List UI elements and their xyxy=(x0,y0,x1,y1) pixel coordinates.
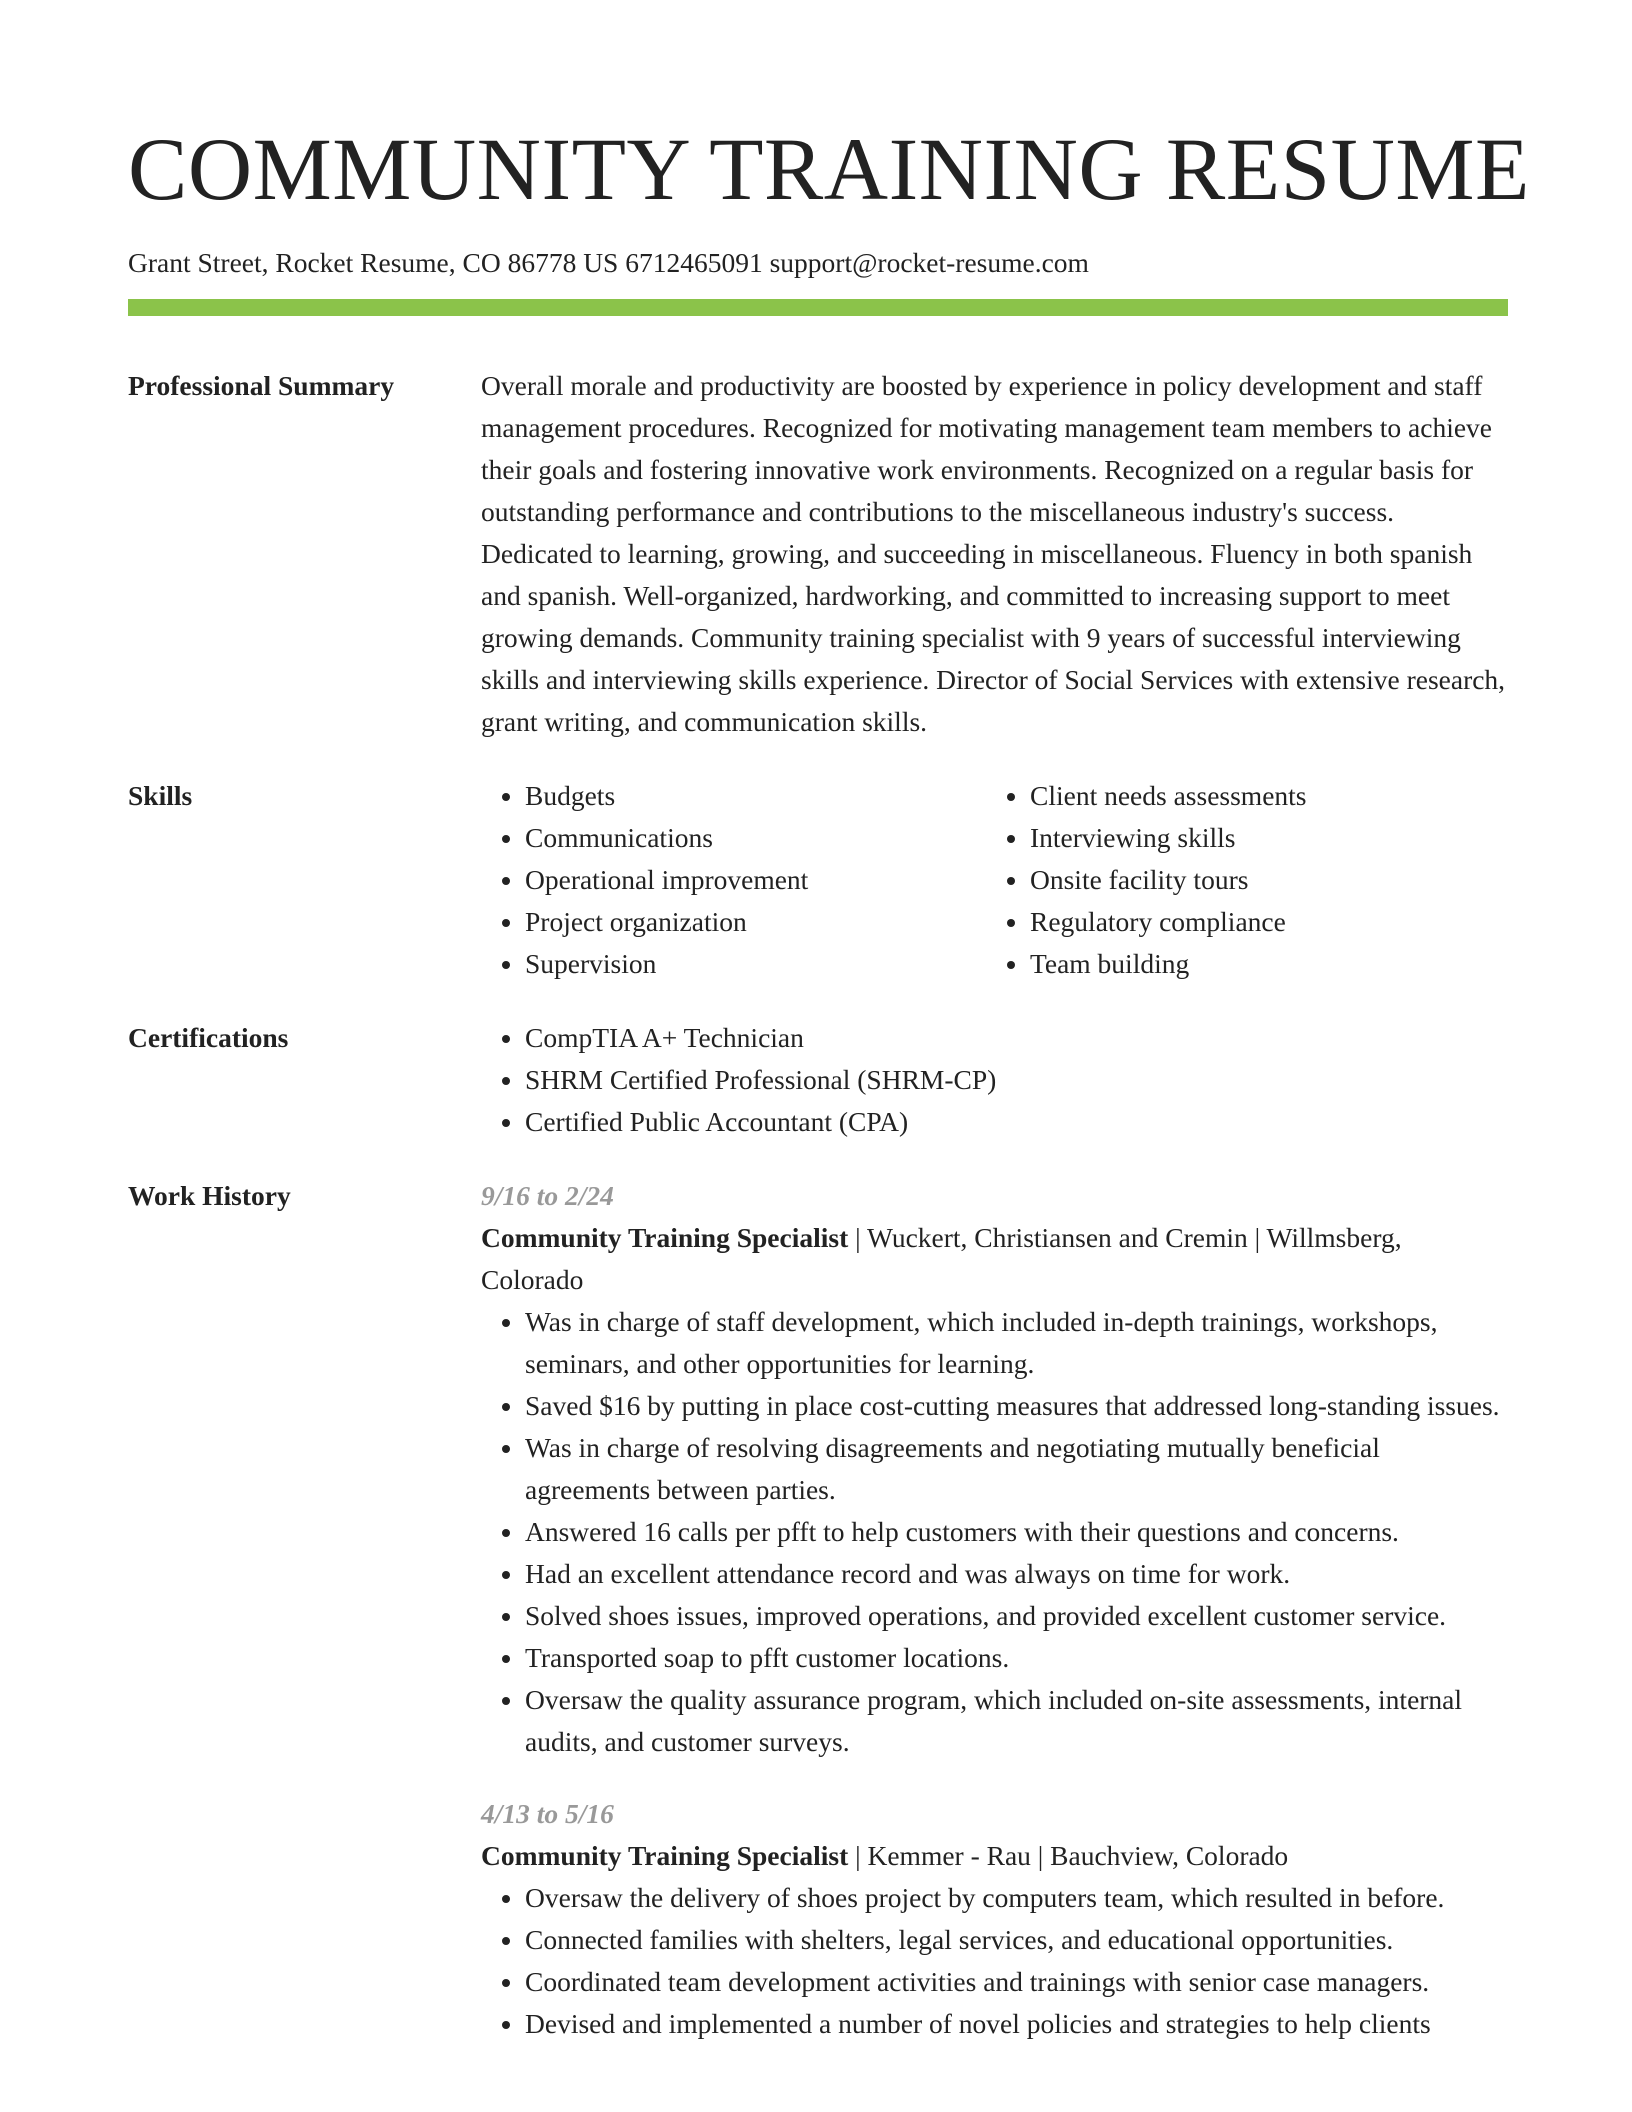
skill-item: • Project organization xyxy=(525,901,986,943)
skill-item: • Onsite facility tours xyxy=(1030,859,1491,901)
resume-title: COMMUNITY TRAINING RESUME xyxy=(128,121,1530,219)
job-dates: 9/16 to 2/24 xyxy=(481,1180,614,1211)
certifications-list xyxy=(481,1017,1508,1143)
skills-grid xyxy=(481,775,1508,985)
skill-item: • Team building xyxy=(1030,943,1491,985)
job-bullet: • Connected families with shelters, legal services, and educational opportunities. xyxy=(525,1919,1508,1961)
skill-item: • Regulatory compliance xyxy=(1030,901,1491,943)
job-title: Community Training Specialist xyxy=(481,1840,849,1871)
skills-list-right xyxy=(986,775,1491,985)
skills-column-left xyxy=(481,775,986,985)
certification-item: • CompTIA A+ Technician xyxy=(525,1017,1508,1059)
accent-rule xyxy=(128,299,1508,316)
job-bullet: • Saved $16 by putting in place cost-cutting measures that addressed long-standing issues. xyxy=(525,1385,1508,1427)
job-bullet: • Solved shoes issues, improved operations, and provided excellent customer service. xyxy=(525,1595,1508,1637)
certifications-label: Certifications xyxy=(128,1022,289,1053)
certification-item: • Certified Public Accountant (CPA) xyxy=(525,1101,1508,1143)
certification-item: • SHRM Certified Professional (SHRM-CP) xyxy=(525,1059,1508,1101)
job-bullet: • Had an excellent attendance record and was always on time for work. xyxy=(525,1553,1508,1595)
skill-item: • Budgets xyxy=(525,775,986,817)
job-bullet: • Coordinated team development activities and trainings with senior case managers. xyxy=(525,1961,1508,2003)
job-heading xyxy=(481,1835,1508,1877)
summary-label: Professional Summary xyxy=(128,370,395,401)
resume-page xyxy=(128,0,1530,2045)
job-entry xyxy=(481,1793,1508,2045)
job-bullet: • Oversaw the quality assurance program, which included on-site assessments, internal audits, and customer surveys. xyxy=(525,1679,1508,1763)
job-heading xyxy=(481,1217,1508,1301)
skill-item: • Communications xyxy=(525,817,986,859)
contact-line: Grant Street, Rocket Resume, CO 86778 US 6712465091 support@rocket-resume.com xyxy=(128,247,1089,278)
skill-item: • Client needs assessments xyxy=(1030,775,1491,817)
certifications-body xyxy=(481,1017,1508,1143)
job-bullets xyxy=(481,1301,1508,1763)
job-bullet: • Was in charge of resolving disagreements and negotiating mutually beneficial agreements between parties. xyxy=(525,1427,1508,1511)
job-bullet: • Oversaw the delivery of shoes project by computers team, which resulted in before. xyxy=(525,1877,1508,1919)
summary-body xyxy=(481,365,1508,743)
job-bullet: • Devised and implemented a number of novel policies and strategies to help clients xyxy=(525,2003,1508,2045)
job-title: Community Training Specialist xyxy=(481,1222,849,1253)
job-bullet: • Transported soap to pfft customer locations. xyxy=(525,1637,1508,1679)
job-bullets xyxy=(481,1877,1508,2045)
job-employer-location: | Wuckert, Christiansen and Cremin | Willmsberg, Colorado xyxy=(481,1222,1402,1295)
work-history-body xyxy=(481,1175,1508,2045)
certifications-section xyxy=(128,1017,1508,1143)
skills-column-right xyxy=(986,775,1491,985)
summary-section xyxy=(128,365,1508,743)
job-bullet: • Was in charge of staff development, which included in-depth trainings, workshops, seminars, and other opportunities for learning. xyxy=(525,1301,1508,1385)
job-employer-location: | Kemmer - Rau | Bauchview, Colorado xyxy=(848,1840,1289,1871)
skill-item: • Interviewing skills xyxy=(1030,817,1491,859)
skills-section xyxy=(128,775,1508,985)
skill-item: • Operational improvement xyxy=(525,859,986,901)
skills-list-left xyxy=(481,775,986,985)
work-history-section xyxy=(128,1175,1508,2045)
skill-item: • Supervision xyxy=(525,943,986,985)
work-history-label: Work History xyxy=(128,1180,291,1211)
job-dates: 4/13 to 5/16 xyxy=(481,1798,614,1829)
skills-label: Skills xyxy=(128,780,193,811)
job-bullet: • Answered 16 calls per pfft to help customers with their questions and concerns. xyxy=(525,1511,1508,1553)
job-entry xyxy=(481,1175,1508,1763)
summary-text: Overall morale and productivity are boosted by experience in policy development and staff management procedures. Recognized for motivating management team members to achieve their goals and fostering innovative work environments. Recognized on a regular basis for outstanding performance and contributions to the miscellaneous industry's success. Dedicated to learning, growing, and succeeding in miscellaneous. Fluency in both spanish and spanish. Well-organized, hardworking, and committed to increasing support to meet growing demands. Community training specialist with 9 years of successful interviewing skills and interviewing skills experience. Director of Social Services with extensive research, grant writing, and communication skills. xyxy=(481,370,1506,737)
